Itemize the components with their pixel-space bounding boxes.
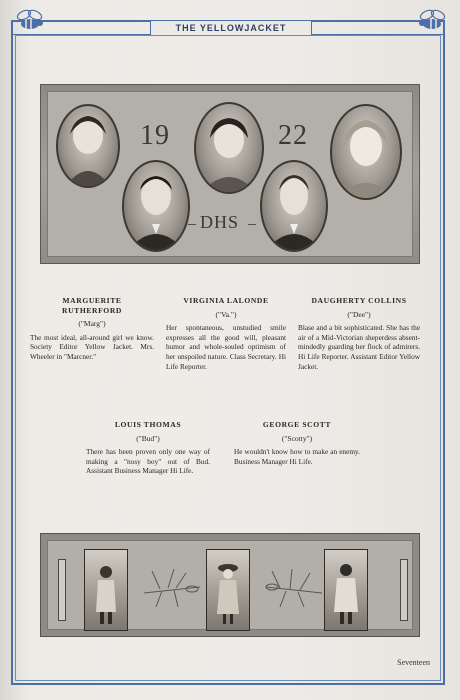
bio-nickname: ("Scotty") <box>281 433 313 443</box>
bio-name: DAUGHERTY COLLINS <box>311 296 407 305</box>
bio-virginia <box>166 296 286 371</box>
bio-text: Her spontaneous, unstudied smile expresses all the good will, pleasant humor and whole-souled optimism of her unspoiled nature. Class Secretary. Hi Life Reporter. <box>166 323 286 371</box>
page-number: Seventeen <box>397 658 430 667</box>
strip-slot-right <box>400 559 408 621</box>
snapshot-photo-2 <box>206 549 250 631</box>
bio-name: MARGUERITE <box>62 296 122 305</box>
snapshot-strip-inner <box>47 540 413 630</box>
bio-text: Blase and a bit sophisticated. She has the air of a Mid-Victorian sheperdess absent-mindedly guarding her flock of admirers. Hi Life Reporter. Assistant Editor Yellow Jacket. <box>298 323 420 371</box>
bio-name: VIRGINIA LALONDE <box>183 296 269 305</box>
portrait-panel-inner <box>47 91 413 257</box>
bio-nickname: ("Va.") <box>215 309 237 319</box>
year-right: 22 <box>278 120 308 151</box>
bio-louis <box>86 420 210 476</box>
bee-sketch-icon <box>262 563 326 613</box>
bee-icon <box>10 6 50 36</box>
bio-name: GEORGE SCOTT <box>262 420 332 429</box>
strip-slot-left <box>58 559 66 621</box>
ornament-line-left <box>188 224 196 225</box>
portrait-oval-virginia <box>194 102 264 194</box>
bio-text: He wouldn't know how to make an enemy. Business Manager Hi Life. <box>234 447 360 466</box>
portrait-panel <box>40 84 420 264</box>
bio-text: The most ideal, all-around girl we know. Society Editor Yellow Jacket. Mrs. Wheeler in "Marcner." <box>30 332 154 361</box>
bio-name: LOUIS THOMAS <box>114 420 182 429</box>
year-left: 19 <box>140 120 170 151</box>
bio-marguerite <box>30 296 154 362</box>
bio-nickname: ("Marg") <box>78 319 106 329</box>
portrait-oval-louis <box>122 160 190 252</box>
portrait-oval-daugherty <box>330 104 402 200</box>
ornament-line-right <box>248 224 256 225</box>
snapshot-strip <box>40 533 420 637</box>
snapshot-photo-1 <box>84 549 128 631</box>
portrait-oval-george <box>260 160 328 252</box>
header-title: THE YELLOWJACKET <box>150 21 312 35</box>
school-initials: DHS <box>200 212 240 232</box>
bee-icon <box>412 6 452 36</box>
portrait-oval-marguerite <box>56 104 120 188</box>
bee-sketch-icon <box>140 563 204 613</box>
bio-nickname: ("Dee") <box>347 309 371 319</box>
snapshot-photo-3 <box>324 549 368 631</box>
bio-daugherty <box>298 296 420 371</box>
bio-text: There has been proven only one way of making a "nosy boy" out of Bud. Assistant Business Manager Hi Life. <box>86 447 210 476</box>
bio-name-line2: RUTHERFORD <box>61 305 122 315</box>
bio-nickname: ("Bud") <box>136 433 160 443</box>
bio-george <box>234 420 360 466</box>
